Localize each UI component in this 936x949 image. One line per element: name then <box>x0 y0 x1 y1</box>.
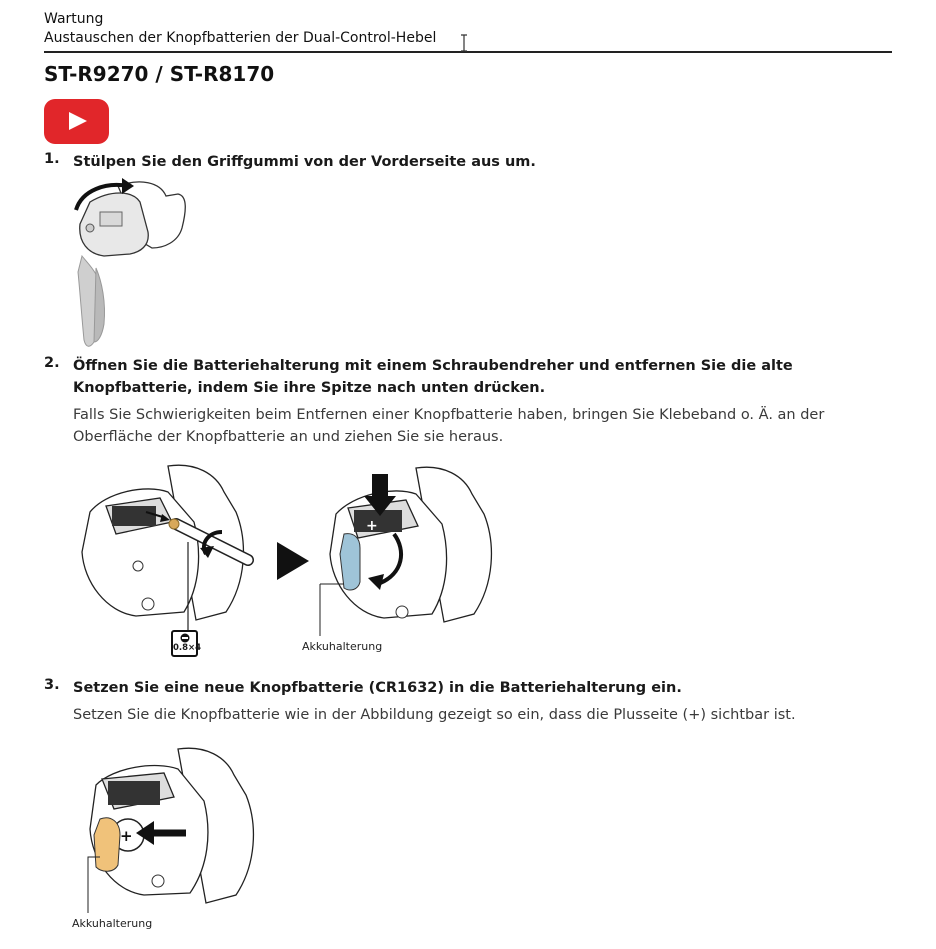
youtube-play-icon[interactable] <box>44 99 109 144</box>
battery-holder-caption: Akkuhalterung <box>302 640 383 653</box>
grip-rubber-illustration <box>60 172 195 352</box>
model-title: ST-R9270 / ST-R8170 <box>44 62 275 86</box>
battery-holder-caption: Akkuhalterung <box>72 917 153 930</box>
svg-text:+: + <box>120 827 133 845</box>
step-title: Stülpen Sie den Griffgummi von der Vorderseite aus um. <box>73 154 536 170</box>
svg-text:+: + <box>366 518 378 534</box>
section-subtitle: Austauschen der Knopfbatterien der Dual-Control-Hebel <box>44 30 437 46</box>
screwdriver-removal-illustration <box>76 462 261 660</box>
step-title: Setzen Sie eine neue Knopfbatterie (CR1632) in die Batteriehalterung ein. <box>73 680 682 696</box>
step-number: 2. <box>44 355 60 371</box>
text-cursor-icon <box>459 34 469 52</box>
section-label: Wartung <box>44 11 104 27</box>
step-note: Falls Sie Schwierigkeiten beim Entfernen einer Knopfbatterie haben, bringen Sie Klebeband o. Ä. an der Oberfläche der Knopfbatterie an und ziehen Sie sie heraus. <box>73 407 825 445</box>
step-1 <box>44 151 874 173</box>
step-title: Öffnen Sie die Batteriehalterung mit einem Schraubendreher und entfernen Sie die alte Knopfbatterie, indem Sie ihre Spitze nach unten drücken. <box>73 358 793 396</box>
next-step-arrow-icon <box>277 542 309 580</box>
battery-insertion-illustration <box>74 745 260 925</box>
step-number: 3. <box>44 677 60 693</box>
screwdriver-size-badge <box>171 630 202 657</box>
screwdriver-size-label: 0.8×4 <box>173 643 202 653</box>
step-number: 1. <box>44 151 60 167</box>
step-3 <box>44 677 874 726</box>
step-2 <box>44 355 874 448</box>
flat-screwdriver-icon <box>180 633 190 643</box>
step-note: Setzen Sie die Knopfbatterie wie in der Abbildung gezeigt so ein, dass die Plusseite (+) sichtbar ist. <box>73 707 796 723</box>
battery-holder-open-illustration <box>314 464 500 656</box>
